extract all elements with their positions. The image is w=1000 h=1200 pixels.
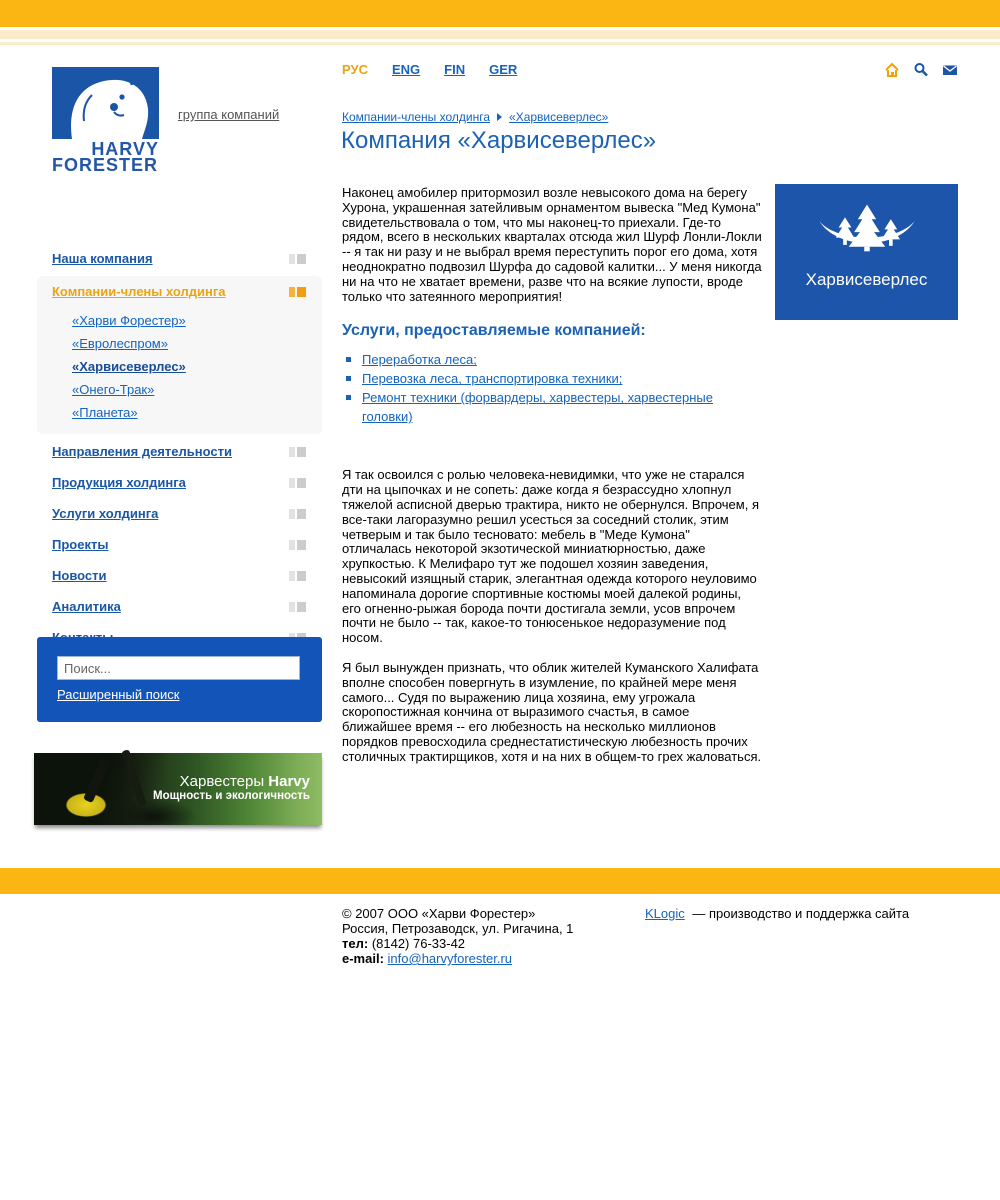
lang-rus[interactable]: РУС	[342, 62, 368, 77]
language-nav	[342, 62, 517, 77]
square-bullet-icon	[346, 376, 351, 381]
square-bullet-icon	[346, 357, 351, 362]
advanced-search-link[interactable]: Расширенный поиск	[57, 687, 180, 702]
search-input[interactable]	[57, 656, 300, 680]
list-item	[346, 369, 762, 388]
list-item	[346, 350, 762, 369]
sidebar-item-news[interactable]: Новости	[37, 560, 322, 591]
sidebar-item-products[interactable]: Продукция холдинга	[37, 467, 322, 498]
harvester-crane-shape	[83, 757, 111, 803]
body-paragraph: Я был вынужден признать, что облик жителей Куманского Халифата вполне способен повергнуть в изумление, по крайней мере меня самого... Судя по выражению лица хозяина, ему угрожала скоропостижная кончина от выразимого счастья, в самое ближайшее время -- его любезность на несколько миллионов порядков превосходила среднестатистическую любезность прочих столичных трактирщиков, хотя и на них в общем-то грех жаловаться.	[342, 659, 762, 764]
polar-bear-logo-icon	[52, 67, 159, 139]
article-content	[342, 186, 762, 780]
sidebar-group-holding-members	[37, 276, 322, 434]
body-paragraph: Я так освоился с ролью человека-невидимки, что уже не старался дти на цыпочках и не сопеть: даже когда я безрассудно хлопнул тяжелой асписной дверью трактира, никто не обернулся. Впрочем, я все-таки лагоразумно решил усесться за соседний столик, этим четверым и так было тесновато: мебель в "Меде Кумона" отличалась некоторой экзотической миниатюрностью, даже хрупкостью. К Мелифаро тут же подошел хозяин заведения, невысокий изящный старик, элегантная одежда которого неуловимо напоминала дорогие спортивные костюмы моей далекой родины, его огненно-рыжая борода почти достигала земли, усов впрочем почти не было -- так, какое-то тонюсенькое недоразумение под носом.	[342, 467, 759, 646]
lang-eng[interactable]: ENG	[391, 62, 421, 77]
breadcrumb-link-harviseverles[interactable]: «Харвисеверлес»	[509, 110, 609, 124]
lang-ger[interactable]: GER	[489, 62, 518, 77]
stripe	[0, 30, 1000, 39]
list-item	[346, 388, 762, 426]
square-bullet-icon	[346, 395, 351, 400]
logo-word-harvy: HARVY	[91, 139, 159, 159]
footer-orange-band	[0, 868, 1000, 894]
sidebar-menu	[37, 243, 322, 653]
klogic-link[interactable]: KLogic	[645, 906, 685, 921]
sidebar-item-holding-members[interactable]: Компании-члены холдинга	[37, 276, 322, 307]
footer-phone: тел: (8142) 76-33-42	[342, 936, 466, 951]
sidebar-item-activities[interactable]: Направления деятельности	[37, 436, 322, 467]
service-link-remont[interactable]: Ремонт техники (форвардеры, харвестеры, харвестерные головки)	[362, 390, 713, 425]
quick-icons	[884, 62, 958, 78]
credit-text: — производство и поддержка сайта	[692, 906, 910, 921]
banner-title-bold: Harvy	[268, 773, 310, 790]
banner-title-normal: Харвестеры	[179, 773, 269, 790]
services-list	[346, 350, 762, 426]
footer-info	[342, 906, 573, 966]
footer-email-link[interactable]: info@harvyforester.ru	[387, 951, 513, 966]
breadcrumb	[342, 110, 608, 124]
company-logo[interactable]	[52, 67, 159, 174]
sidebar-item-our-company[interactable]: Наша компания	[37, 243, 322, 274]
sidebar-item-projects[interactable]: Проекты	[37, 529, 322, 560]
harviseverles-banner[interactable]	[775, 184, 958, 320]
breadcrumb-arrow-icon	[497, 113, 502, 121]
fir-trees-logo-icon	[812, 202, 922, 264]
sidebar-item-analytics[interactable]: Аналитика	[37, 591, 322, 622]
top-orange-bar	[0, 0, 1000, 27]
footer-copyright: © 2007 ООО «Харви Форестер»	[342, 906, 536, 921]
sidebar-subitem-eurolesprom[interactable]: «Евролеспром»	[72, 336, 168, 351]
breadcrumb-link-holding-members[interactable]: Компании-члены холдинга	[342, 110, 491, 124]
footer-email: e-mail: info@harvyforester.ru	[342, 951, 513, 966]
sidebar-subitem-harvy-forester[interactable]: «Харви Форестер»	[72, 313, 186, 328]
menu-squares-icon	[289, 571, 306, 581]
footer	[0, 894, 1000, 1200]
sidebar-subitem-onego-truck[interactable]: «Онего-Трак»	[72, 382, 155, 397]
search-icon[interactable]	[913, 62, 929, 78]
menu-squares-icon	[289, 254, 306, 264]
main-area	[0, 45, 1000, 868]
services-heading: Услуги, предоставляемые компанией:	[342, 322, 646, 340]
banner-subtitle: Мощность и экологичность	[152, 790, 310, 802]
mail-icon[interactable]	[942, 62, 958, 78]
harvester-photo-banner[interactable]	[34, 753, 322, 825]
footer-credit	[645, 906, 909, 921]
menu-squares-icon	[289, 602, 306, 612]
submenu-holding-members	[37, 307, 322, 428]
body-paragraph: Наконец амобилер притормозил возле невысокого дома на берегу Хурона, украшенная затейливым орнаментом вывеска "Мед Кумона" свидетельствовала о том, что мы наконец-то приехали. Где-то рядом, всего в нескольких кварталах отсюда жил Шурф Лонли-Локли -- я так ни разу и не выбрал время переступить порог его дома, хотя неоднократно подвозил Шурфа до садовой калитки... У меня никогда ни на что не хватает времени, разве что на всякие лупости, вроде только что затеянного мероприятия!	[342, 185, 762, 304]
search-panel	[37, 637, 322, 722]
banner-label: Харвисеверлес	[805, 270, 928, 289]
lang-fin[interactable]: FIN	[444, 62, 466, 77]
sidebar-subitem-harviseverles[interactable]: «Харвисеверлес»	[72, 359, 186, 374]
banner-text	[153, 773, 310, 802]
menu-squares-icon	[289, 447, 306, 457]
sidebar-subitem-planeta[interactable]: «Планета»	[72, 405, 138, 420]
menu-squares-icon	[289, 478, 306, 488]
service-link-pererabotka[interactable]: Переработка леса;	[362, 352, 477, 368]
harvester-crane-shape	[121, 749, 147, 807]
home-icon[interactable]	[884, 62, 900, 78]
sidebar-item-services[interactable]: Услуги холдинга	[37, 498, 322, 529]
logo-word-forester: FORESTER	[52, 155, 159, 175]
menu-squares-icon	[289, 509, 306, 519]
group-of-companies-link[interactable]: группа компаний	[178, 107, 280, 122]
service-link-perevozka[interactable]: Перевозка леса, транспортировка техники;	[362, 371, 623, 387]
menu-squares-icon	[289, 540, 306, 550]
footer-address: Россия, Петрозаводск, ул. Ригачина, 1	[342, 921, 574, 936]
menu-squares-icon	[289, 287, 306, 297]
page-title: Компания «Харвисеверлес»	[341, 127, 657, 154]
